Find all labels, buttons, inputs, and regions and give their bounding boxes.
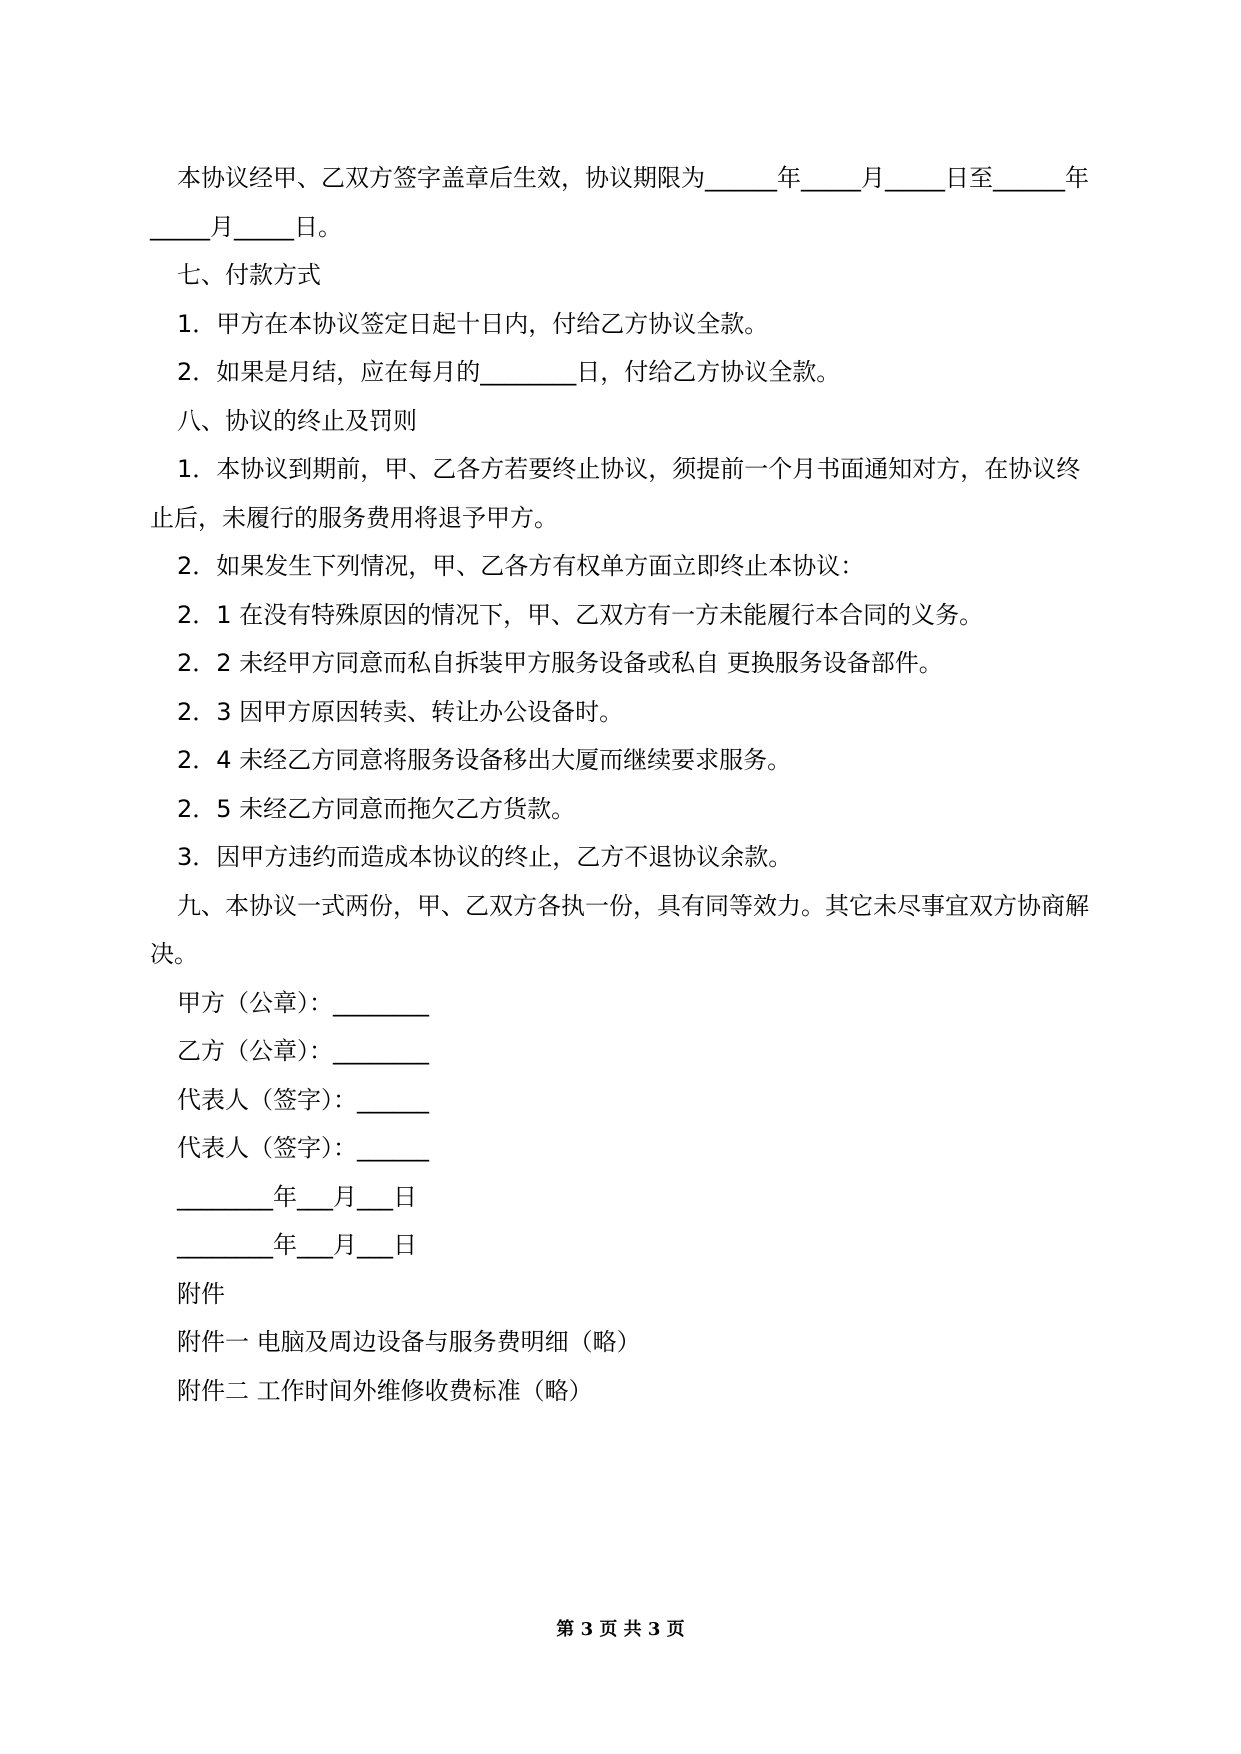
heading-attachments: 附件 <box>177 1279 225 1308</box>
clause-termination-2-1: 2．1 在没有特殊原因的情况下，甲、乙双方有一方未能履行本合同的义务。 <box>177 600 984 629</box>
signature-date-1: ________年___月___日 <box>177 1182 417 1211</box>
clause-copies-and-effect: 九、本协议一式两份，甲、乙双方各执一份，具有同等效力。其它未尽事宜双方协商解决。 <box>150 891 1089 968</box>
attachment-1: 附件一 电脑及周边设备与服务费明细（略） <box>177 1328 641 1356</box>
page-number-footer: 第 3 页 共 3 页 <box>556 1619 685 1640</box>
clause-termination-2-5: 2．5 未经乙方同意而拖欠乙方货款。 <box>177 794 576 823</box>
clause-termination-2-4: 2．4 未经乙方同意将服务设备移出大厦而继续要求服务。 <box>177 746 792 774</box>
clause-termination-2-3: 2．3 因甲方原因转卖、转让办公设备时。 <box>177 697 624 726</box>
paragraph-agreement-term: 本协议经甲、乙双方签字盖章后生效，协议期限为______年_____月_____日至______年_____月_____日。 <box>150 164 1089 241</box>
clause-termination-3: 3．因甲方违约而造成本协议的终止，乙方不退协议余款。 <box>177 843 793 871</box>
clause-termination-2: 2．如果发生下列情况，甲、乙各方有权单方面立即终止本协议： <box>177 552 865 580</box>
signature-date-2: ________年___月___日 <box>177 1231 417 1259</box>
signature-party-a-seal: 甲方（公章）：________ <box>177 988 429 1017</box>
document-body <box>150 154 1090 1415</box>
clause-termination-1: 1．本协议到期前，甲、乙各方若要终止协议，须提前一个月书面通知对方，在协议终止后，未履行的服务费用将退予甲方。 <box>150 455 1081 532</box>
signature-representative-1: 代表人（签字）：______ <box>177 1085 429 1114</box>
clause-termination-2-2: 2．2 未经甲方同意而私自拆装甲方服务设备或私自 更换服务设备部件。 <box>177 649 943 677</box>
attachment-2: 附件二 工作时间外维修收费标准（略） <box>177 1376 593 1405</box>
heading-payment-method: 七、付款方式 <box>177 261 321 289</box>
clause-payment-2: 2．如果是月结，应在每月的________日，付给乙方协议全款。 <box>177 358 841 386</box>
clause-payment-1: 1．甲方在本协议签定日起十日内，付给乙方协议全款。 <box>177 309 769 338</box>
signature-party-b-seal: 乙方（公章）：________ <box>177 1037 429 1065</box>
heading-termination-penalties: 八、协议的终止及罚则 <box>177 406 417 435</box>
signature-representative-2: 代表人（签字）：______ <box>177 1134 429 1162</box>
